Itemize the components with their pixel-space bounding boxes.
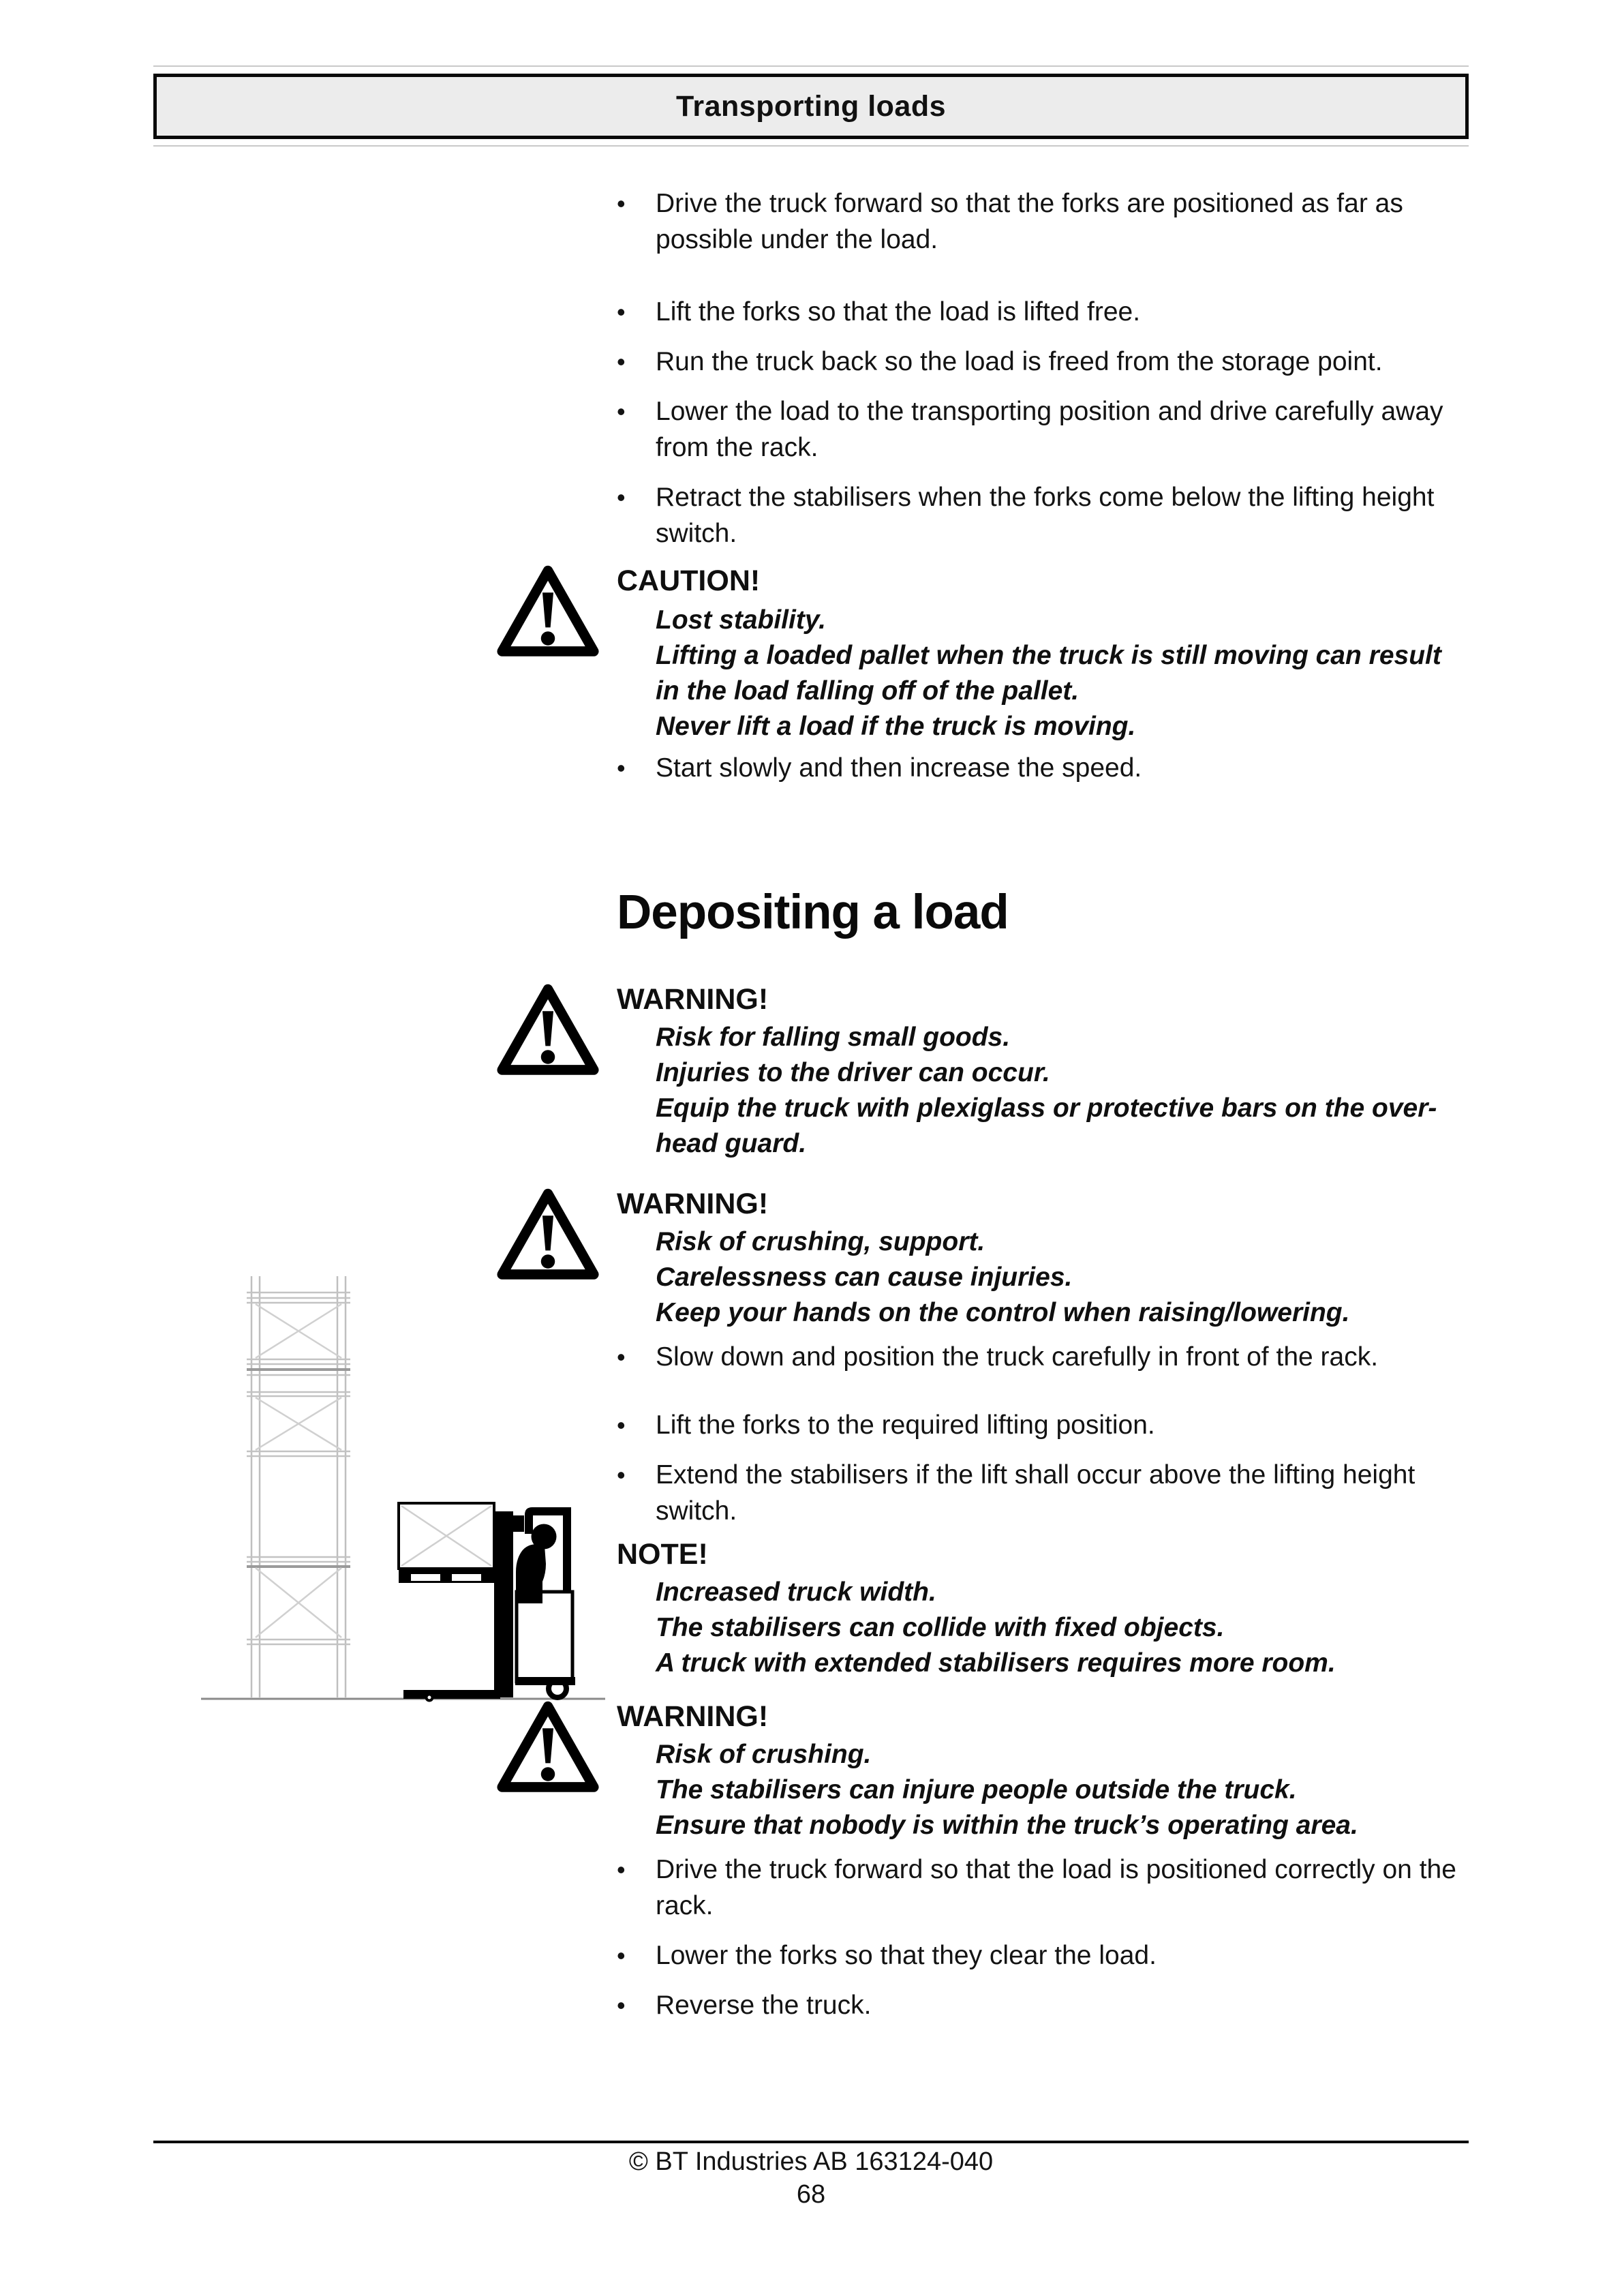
warning-line: head guard.: [656, 1129, 807, 1158]
caution-line: Lifting a loaded pallet when the truck is still moving can result: [656, 641, 1441, 670]
list-item-text: Start slowly and then increase the speed.: [656, 753, 1142, 783]
bullet-icon: •: [617, 483, 626, 511]
footer-copyright: © BT Industries AB 163124-040: [628, 2147, 994, 2176]
footer-rule: [153, 2141, 1469, 2143]
list-item: [617, 344, 1477, 380]
warning-line: Ensure that nobody is within the truck’s operating area.: [656, 1811, 1358, 1840]
section-heading: Depositing a load: [617, 886, 1009, 939]
caution-line: Never lift a load if the truck is moving.: [656, 712, 1136, 741]
warning-lines: [656, 1020, 1477, 1162]
header-outer-rule-top: [153, 65, 1469, 67]
list-item: [617, 1987, 1477, 2023]
warning-title: WARNING!: [617, 1188, 769, 1220]
storage-rack: [247, 1276, 350, 1697]
note-title: NOTE!: [617, 1538, 708, 1571]
note-lines: [656, 1575, 1477, 1681]
list-item: [617, 294, 1477, 330]
warning-line: Risk of crushing, support.: [656, 1227, 985, 1256]
truck-and-rack-illustration: [191, 1265, 620, 1708]
list-item: [617, 1937, 1477, 1974]
list-item-text: Extend the stabilisers if the lift shall occur above the lifting height switch.: [656, 1460, 1416, 1526]
pallet-load: [399, 1503, 494, 1583]
list-item-text: Lower the forks so that they clear the load.: [656, 1941, 1157, 1970]
page-header-box: [153, 74, 1469, 139]
warning-triangle-icon: [496, 563, 600, 660]
list-item: [617, 1339, 1477, 1375]
list-item-text: Drive the truck forward so that the load is positioned correctly on the rack.: [656, 1855, 1456, 1920]
note-line: A truck with extended stabilisers requires more room.: [656, 1648, 1336, 1678]
list-item: [617, 479, 1477, 552]
list-item-text: Lower the load to the transporting position and drive carefully away from the rack.: [656, 397, 1443, 462]
bullet-icon: •: [617, 1411, 626, 1439]
footer-page-number: 68: [796, 2180, 826, 2209]
warning-lines: [656, 1224, 1477, 1331]
page-title: Transporting loads: [675, 89, 947, 123]
bullet-icon: •: [617, 1856, 626, 1884]
warning-line: Risk of crushing.: [656, 1740, 872, 1769]
list-item: [617, 185, 1477, 258]
bullet-icon: •: [617, 1343, 626, 1371]
warning-line: Injuries to the driver can occur.: [656, 1058, 1050, 1087]
list-item-text: Run the truck back so the load is freed from the storage point.: [656, 347, 1383, 376]
warning-lines: [656, 1737, 1477, 1843]
note-line: The stabilisers can collide with fixed objects.: [656, 1613, 1225, 1642]
list-item-text: Lift the forks so that the load is lifted free.: [656, 297, 1141, 327]
list-item-text: Drive the truck forward so that the forks are positioned as far as possible under the load.: [656, 189, 1403, 254]
note-line: Increased truck width.: [656, 1577, 936, 1607]
warning-title: WARNING!: [617, 983, 769, 1016]
list-item-text: Slow down and position the truck carefully in front of the rack.: [656, 1342, 1379, 1372]
bullet-icon: •: [617, 1942, 626, 1969]
list-item: [617, 750, 1477, 786]
bullet-icon: •: [617, 397, 626, 425]
warning-title: WARNING!: [617, 1700, 769, 1733]
forklift-truck: [399, 1503, 575, 1702]
warning-line: The stabilisers can injure people outside the truck.: [656, 1775, 1297, 1804]
warning-triangle-icon: [496, 982, 600, 1078]
list-item-text: Lift the forks to the required lifting position.: [656, 1410, 1155, 1440]
bullet-icon: •: [617, 348, 626, 376]
list-item-text: Reverse the truck.: [656, 1991, 872, 2020]
list-item: [617, 1407, 1477, 1443]
bullet-icon: •: [617, 190, 626, 217]
caution-line: Lost stability.: [656, 605, 826, 635]
warning-line: Risk for falling small goods.: [656, 1023, 1011, 1052]
list-item: [617, 1852, 1477, 1924]
bullet-icon: •: [617, 754, 626, 782]
list-item: [617, 393, 1477, 466]
header-outer-rule-bottom: [153, 145, 1469, 147]
bullet-icon: •: [617, 1461, 626, 1489]
warning-triangle-icon: [496, 1699, 600, 1796]
list-item: [617, 1457, 1477, 1529]
list-item-text: Retract the stabilisers when the forks come below the lifting height switch.: [656, 483, 1435, 548]
warning-line: Carelessness can cause injuries.: [656, 1263, 1073, 1292]
bullet-icon: •: [617, 298, 626, 326]
caution-title: CAUTION!: [617, 564, 761, 597]
caution-lines: [656, 603, 1477, 744]
caution-line: in the load falling off of the pallet.: [656, 676, 1080, 706]
warning-line: Keep your hands on the control when raising/lowering.: [656, 1298, 1350, 1327]
bullet-icon: •: [617, 1991, 626, 2019]
warning-line: Equip the truck with plexiglass or protective bars on the over-: [656, 1093, 1437, 1123]
